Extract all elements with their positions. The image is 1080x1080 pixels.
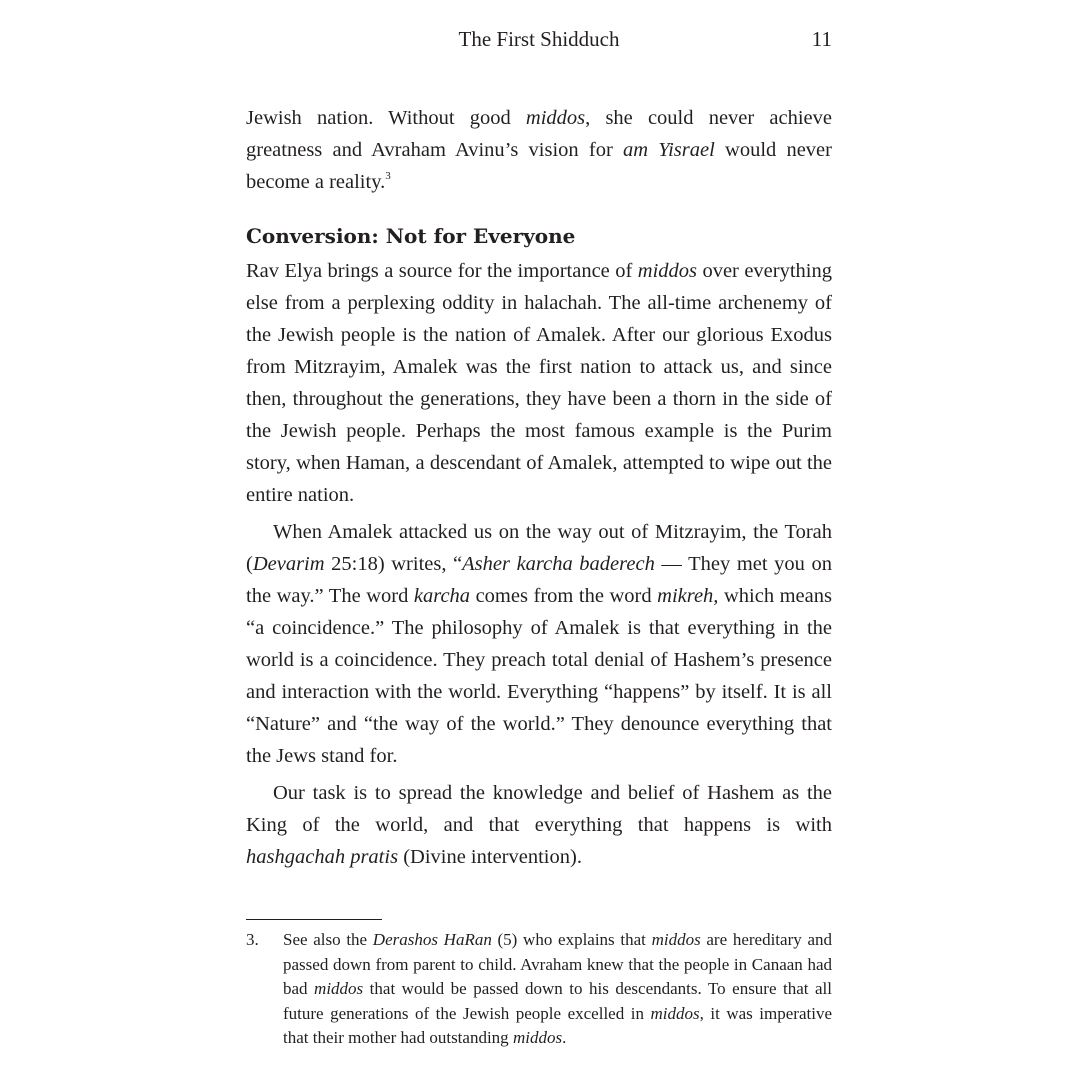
- page-number: 11: [811, 27, 832, 51]
- text-run: are hereditary and passed down from parent to child. Avraham knew that the people in Canaan had bad: [283, 930, 832, 998]
- footnote-text: [283, 928, 832, 1051]
- paragraph: [246, 777, 832, 873]
- footnote: [246, 928, 832, 1051]
- italic-term: middos: [525, 107, 586, 129]
- text-run: 25:18) writes, “: [324, 553, 463, 575]
- text-run: — They met you on the way.” The word: [246, 553, 832, 607]
- italic-term: Asher karcha baderech: [462, 553, 655, 575]
- text-run: Our task is to spread the knowledge and belief of Hashem as the King of the world, and that everything that happens is with: [246, 782, 832, 836]
- paragraph: [246, 255, 832, 511]
- text-run: which means “a coincidence.” The philosophy of Amalek is that everything in the world is a coincidence. They preach total denial of Hashem’s presence and interaction with the world. Everything “happens” by itself. It is all “Nature” and “the way of the world.” They denounce everything that the Jews stand for.: [246, 585, 832, 767]
- text-run: that would be passed down to his descendants. To ensure that all future generations of the Jewish people excelled in: [283, 979, 832, 1023]
- footnote-divider: [246, 919, 382, 920]
- text-run: Rav Elya brings a source for the importance of: [246, 260, 638, 282]
- italic-term: middos: [314, 979, 364, 998]
- footnote-reference[interactable]: 3: [385, 170, 391, 182]
- italic-term: Devarim: [252, 553, 325, 575]
- italic-term: middos: [512, 1028, 563, 1047]
- text-run: over everything else from a perplexing oddity in halachah. The all-time archenemy of the Jewish people is the nation of Amalek. After our glorious Exodus from Mitzrayim, Amalek was the first nation to attack us, and since then, throughout the generations, they have been a thorn in the side of the Jewish people. Perhaps the most famous example is the Purim story, when Haman, a descendant of Amalek, attempted to wipe out the entire nation.: [246, 260, 832, 506]
- italic-term: karcha: [413, 585, 471, 607]
- section-heading: Conversion: Not for Everyone: [246, 224, 576, 248]
- italic-term: middos: [637, 260, 697, 282]
- italic-term: am Yisrael: [622, 139, 715, 161]
- italic-term: middos: [650, 1003, 700, 1023]
- paragraph: [246, 516, 832, 772]
- text-run: , she could never achieve greatness and Avraham Avinu’s vision for: [246, 107, 832, 161]
- text-run: would never become a reality.: [246, 139, 832, 193]
- main-text: [246, 102, 832, 873]
- text-run: Jewish nation. Without good: [246, 107, 526, 129]
- running-head: [246, 24, 832, 54]
- paragraph-continued: [246, 102, 832, 198]
- italic-term: mikreh,: [657, 585, 719, 607]
- text-run: .: [562, 1028, 567, 1047]
- text-run: , it was imperative that their mother had outstanding: [283, 1003, 832, 1047]
- italic-term: Derashos HaRan: [372, 930, 492, 949]
- text-run: (5) who explains that: [491, 930, 652, 949]
- text-run: When Amalek attacked us on the way out of Mitzrayim, the Torah (: [246, 521, 832, 575]
- text-run: (Divine intervention).: [398, 846, 582, 868]
- italic-term: hashgachah pratis: [246, 846, 399, 868]
- text-run: See also the: [283, 930, 373, 949]
- text-run: comes from the word: [470, 585, 658, 607]
- italic-term: middos: [651, 930, 701, 949]
- footnote-number: 3.: [246, 930, 259, 949]
- running-head-title: The First Shidduch: [458, 27, 620, 51]
